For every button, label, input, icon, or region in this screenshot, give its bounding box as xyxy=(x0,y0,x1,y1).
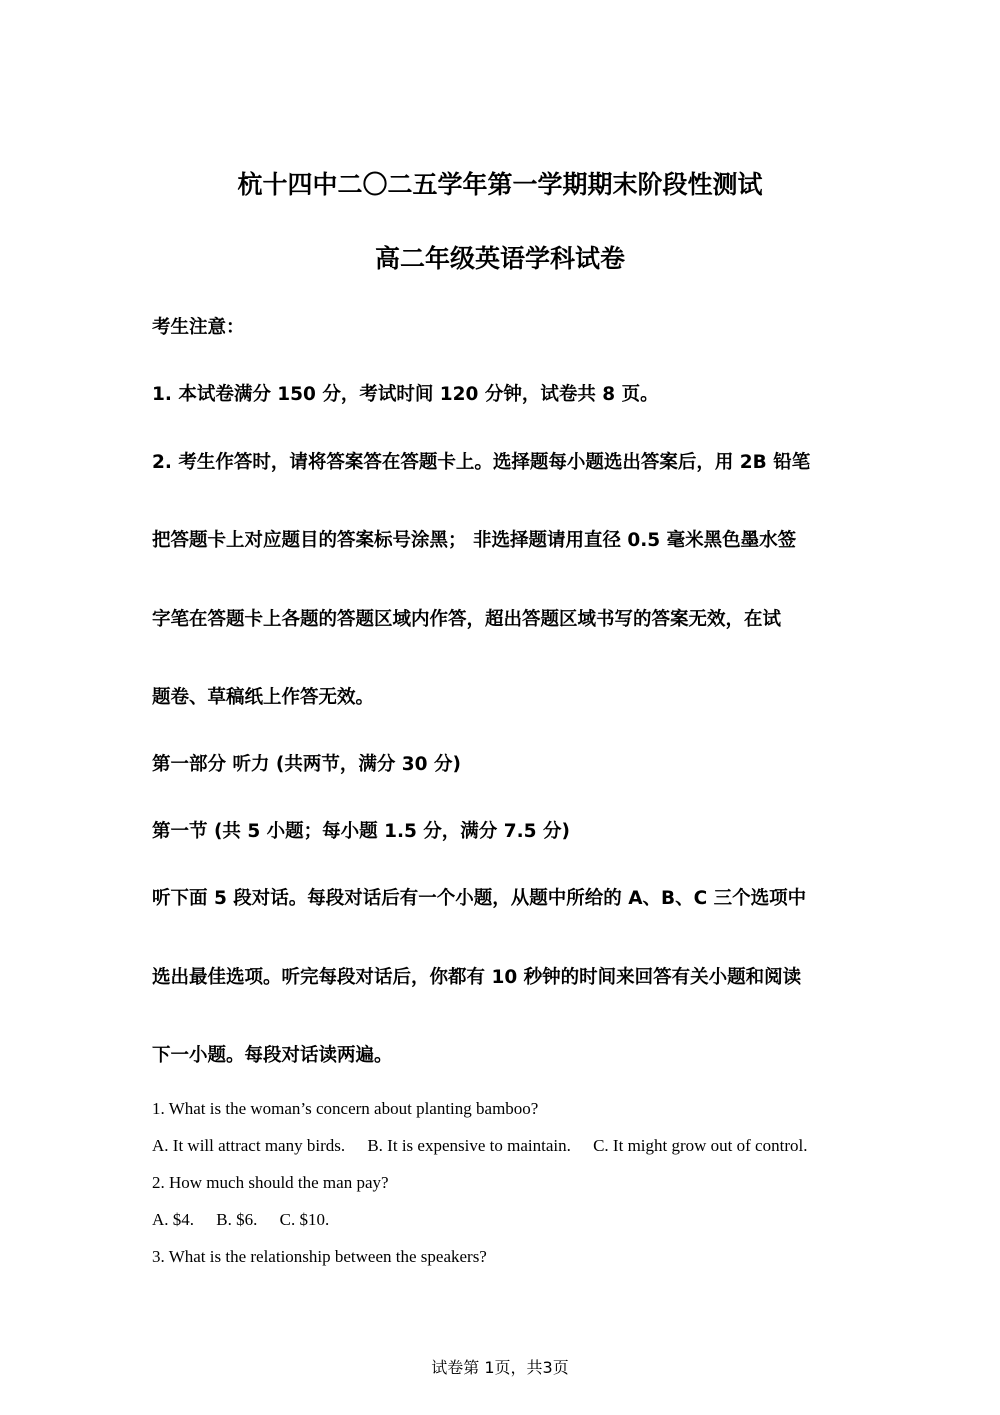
instructions-line-2: 选出最佳选项。听完每段对话后，你都有 10 秒钟的时间来回答有关小题和阅读 xyxy=(152,967,802,988)
question-3-stem: 3. What is the relationship between the speakers? xyxy=(152,1247,487,1266)
page-footer: 试卷第 1页，共3页 xyxy=(431,1358,569,1377)
notice-item-2-line-3: 字笔在答题卡上各题的答题区域内作答，超出答题区域书写的答案无效，在试 xyxy=(152,609,782,630)
section1-heading: 第一节 (共 5 小题；每小题 1.5 分，满分 7.5 分) xyxy=(152,821,570,842)
notice-item-2-line-2: 把答题卡上对应题目的答案标号涂黑； 非选择题请用直径 0.5 毫米黑色墨水签 xyxy=(152,530,797,551)
question-1-stem: 1. What is the woman’s concern about planting bamboo? xyxy=(152,1099,539,1118)
question-2-option-b: B. $6. xyxy=(216,1210,258,1229)
instructions-line-1: 听下面 5 段对话。每段对话后有一个小题，从题中所给的 A、B、C 三个选项中 xyxy=(152,888,807,909)
notice-item-2-line-4: 题卷、草稿纸上作答无效。 xyxy=(152,687,375,708)
question-1-option-c: C. It might grow out of control. xyxy=(593,1136,808,1155)
question-2-options xyxy=(152,1208,329,1232)
notice-heading: 考生注意： xyxy=(152,317,245,338)
question-2-stem: 2. How much should the man pay? xyxy=(152,1173,389,1192)
question-2-option-a: A. $4. xyxy=(152,1210,195,1229)
question-2-option-c: C. $10. xyxy=(279,1210,330,1229)
question-1-option-a: A. It will attract many birds. xyxy=(152,1136,346,1155)
exam-title-line1: 杭十四中二〇二五学年第一学期期末阶段性测试 xyxy=(237,170,763,199)
instructions-line-3: 下一小题。每段对话读两遍。 xyxy=(152,1045,393,1066)
exam-title-line2: 高二年级英语学科试卷 xyxy=(374,244,625,273)
question-1-options xyxy=(152,1134,807,1158)
part1-heading: 第一部分 听力 (共两节，满分 30 分) xyxy=(152,754,461,775)
notice-item-2-line-1: 2. 考生作答时，请将答案答在答题卡上。选择题每小题选出答案后，用 2B 铅笔 xyxy=(152,452,811,473)
notice-item-1: 1. 本试卷满分 150 分，考试时间 120 分钟，试卷共 8 页。 xyxy=(152,384,659,405)
question-1-option-b: B. It is expensive to maintain. xyxy=(367,1136,571,1155)
